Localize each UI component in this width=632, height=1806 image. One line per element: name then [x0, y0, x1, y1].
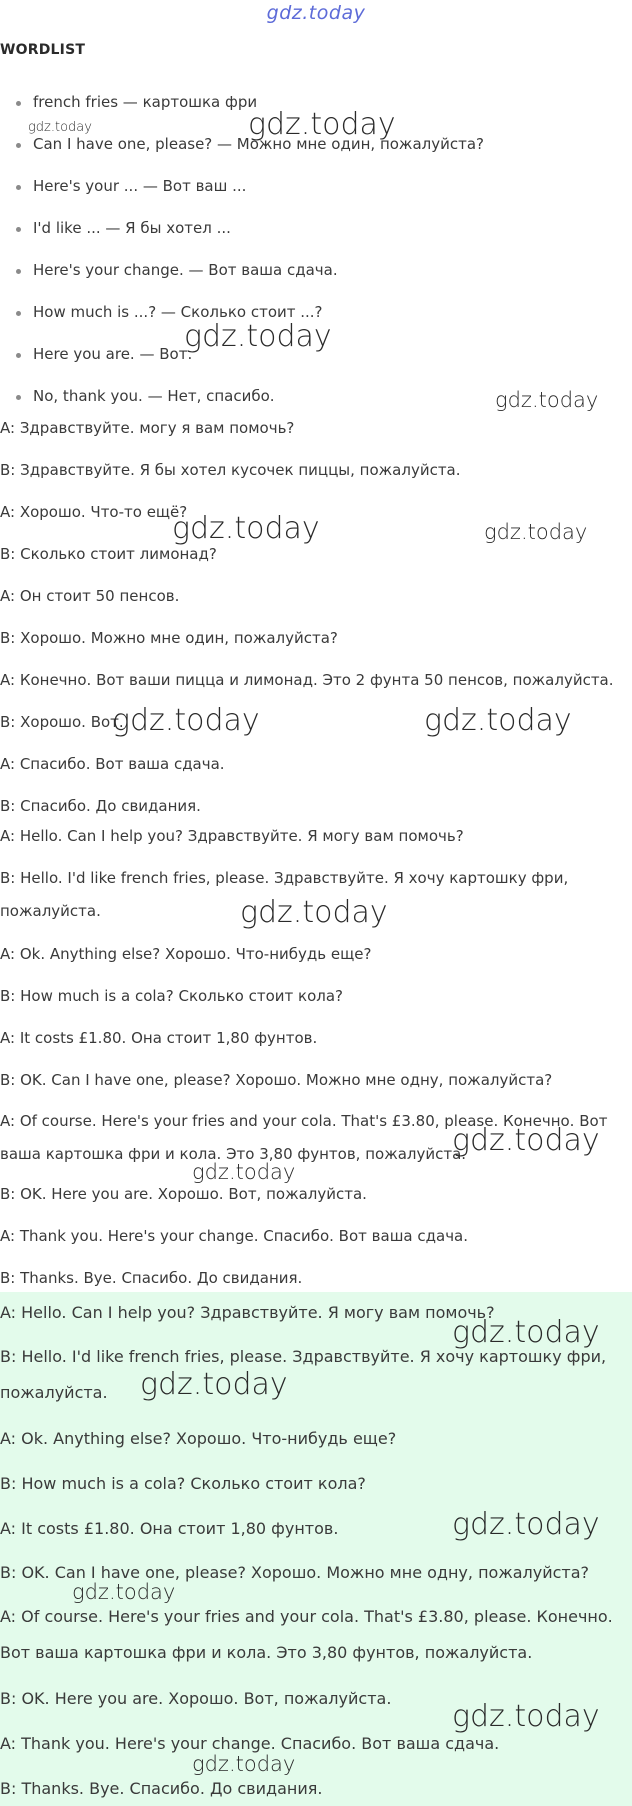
dialogue-line: B: Здравствуйте. Я бы хотел кусочек пиццы, пожалуйста.	[0, 461, 461, 479]
dialogue-line: A: Ok. Anything else? Хорошо. Что-нибудь еще?	[0, 945, 372, 963]
dialogue-line: A: Hello. Can I help you? Здравствуйте. Я могу вам помочь?	[0, 1303, 495, 1322]
dialogue-line: B: OK. Can I have one, please? Хорошо. Можно мне одну, пожалуйста?	[0, 1071, 553, 1089]
dialogue-line: A: It costs £1.80. Она стоит 1,80 фунтов.	[0, 1029, 318, 1047]
dialogue-line: B: Hello. I'd like french fries, please. Здравствуйте. Я хочу картошку фри, пожалуйста.	[0, 1347, 607, 1402]
dialogue-line: A: Конечно. Вот ваши пицца и лимонад. Это 2 фунта 50 пенсов, пожалуйста.	[0, 671, 614, 689]
watermark: gdz.today	[248, 107, 396, 142]
dialogue-line: B: How much is a cola? Сколько стоит кола?	[0, 987, 344, 1005]
wordlist-heading: WORDLIST	[0, 42, 86, 58]
dialogue-line: A: Of course. Here's your fries and your cola. That's £3.80, please. Конечно. Вот ваша картошка фри и кола. Это 3,80 фунтов, пожалуйста.	[0, 1607, 613, 1662]
bullet-dot	[16, 185, 21, 190]
watermark: gdz.today	[452, 1507, 600, 1542]
dialogue-line: B: Хорошо. Вот.	[0, 713, 124, 731]
watermark: gdz.today	[424, 703, 572, 738]
watermark: gdz.today	[452, 1315, 600, 1350]
dialogue-line: B: OK. Here you are. Хорошо. Вот, пожалуйста.	[0, 1689, 392, 1708]
dialogue-line: B: Хорошо. Можно мне один, пожалуйста?	[0, 629, 338, 647]
bullet-dot	[16, 269, 21, 274]
dialogue-line: B: Hello. I'd like french fries, please. Здравствуйте. Я хочу картошку фри, пожалуйста.	[0, 869, 569, 920]
dialogue-line: B: Thanks. Bye. Спасибо. До свидания.	[0, 1269, 303, 1287]
watermark: gdz.today	[192, 1160, 296, 1184]
dialogue-line: A: Thank you. Here's your change. Спасибо. Вот ваша сдача.	[0, 1227, 469, 1245]
bullet-dot	[16, 311, 21, 316]
site-logo[interactable]: gdz.today	[266, 2, 366, 24]
dialogue-line: A: Спасибо. Вот ваша сдача.	[0, 755, 225, 773]
dialogue-line: B: OK. Here you are. Хорошо. Вот, пожалуйста.	[0, 1185, 367, 1203]
watermark: gdz.today	[192, 1752, 296, 1776]
wordlist-item: Can I have one, please? — Можно мне один, пожалуйста?	[33, 135, 484, 153]
watermark: gdz.today	[452, 1699, 600, 1734]
wordlist-item: No, thank you. — Нет, спасибо.	[33, 387, 275, 405]
dialogue-line: A: Thank you. Here's your change. Спасибо. Вот ваша сдача.	[0, 1734, 500, 1753]
watermark: gdz.today	[28, 120, 92, 135]
dialogue-line: B: Сколько стоит лимонад?	[0, 545, 217, 563]
watermark: gdz.today	[172, 511, 320, 546]
dialogue-line: B: Спасибо. До свидания.	[0, 797, 201, 815]
dialogue-line: A: Hello. Can I help you? Здравствуйте. Я могу вам помочь?	[0, 827, 464, 845]
watermark: gdz.today	[484, 520, 588, 544]
wordlist-item: Here you are. — Вот.	[33, 345, 193, 363]
wordlist-item: Here's your ... — Вот ваш ...	[33, 177, 247, 195]
watermark: gdz.today	[452, 1123, 600, 1158]
wordlist-item: Here's your change. — Вот ваша сдача.	[33, 261, 338, 279]
dialogue-line: A: Здравствуйте. могу я вам помочь?	[0, 419, 295, 437]
dialogue-line: B: How much is a cola? Сколько стоит кола?	[0, 1474, 366, 1493]
bullet-dot	[16, 101, 21, 106]
bullet-dot	[16, 395, 21, 400]
dialogue-line: A: Of course. Here's your fries and your cola. That's £3.80, please. Конечно. Вот ваша картошка фри и кола. Это 3,80 фунтов, пожалуйста.	[0, 1112, 608, 1163]
dialogue-line: A: It costs £1.80. Она стоит 1,80 фунтов.	[0, 1519, 339, 1538]
dialogue-line: A: Ok. Anything else? Хорошо. Что-нибудь еще?	[0, 1429, 397, 1448]
bullet-dot	[16, 143, 21, 148]
wordlist-item: french fries — картошка фри	[33, 93, 258, 111]
bullet-dot	[16, 353, 21, 358]
watermark: gdz.today	[72, 1580, 176, 1604]
watermark: gdz.today	[240, 895, 388, 930]
watermark: gdz.today	[112, 703, 260, 738]
watermark: gdz.today	[495, 388, 599, 412]
wordlist-item: I'd like ... — Я бы хотел ...	[33, 219, 231, 237]
dialogue-line: B: OK. Can I have one, please? Хорошо. Можно мне одну, пожалуйста?	[0, 1563, 590, 1582]
bullet-dot	[16, 227, 21, 232]
dialogue-line: B: Thanks. Bye. Спасибо. До свидания.	[0, 1779, 323, 1798]
wordlist-item: How much is ...? — Сколько стоит ...?	[33, 303, 323, 321]
dialogue-line: A: Хорошо. Что-то ещё?	[0, 503, 188, 521]
watermark: gdz.today	[140, 1367, 288, 1402]
dialogue-line: A: Он стоит 50 пенсов.	[0, 587, 180, 605]
watermark: gdz.today	[184, 319, 332, 354]
